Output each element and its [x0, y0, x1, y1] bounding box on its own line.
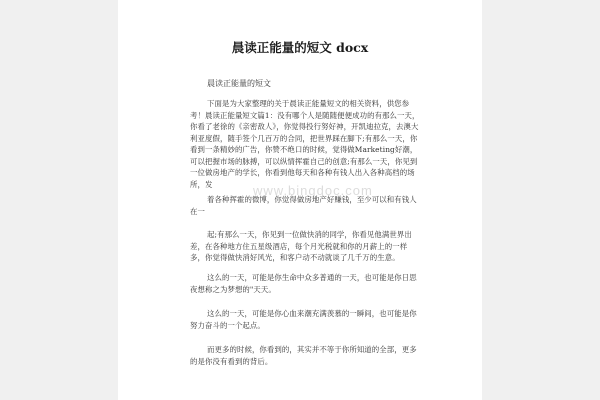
watermark: www.bingdoc.com [253, 183, 373, 198]
document-title: 晨读正能量的短文 docx [231, 40, 369, 55]
paragraph-1: 下面是为大家整理的关于晨读正能量短文的相关资料，供您参考！晨读正能量短文篇1：没有哪个人是随随便便成功的有那么一天，你看了老徐的《亲密敌人》，你觉得投行努好神，开凯迪拉克，去澳大利亚度假，随手签个几百万的合同，把世界踩在脚下;有那么一天，你看到一条精妙的广告，你赞不绝口的时候，觉得做Marketing好潮，可以把握市场的脉搏，可以纵情挥霍自己的创意;有那么一天，你见到一位做房地产的学长，你看到他每天和各种有钱人出入各种高档的场所，发 [190, 99, 420, 189]
paragraph-2: 着各种挥霍的微博，你觉得做房地产好赚钱，至少可以和有钱人在一 [190, 195, 417, 216]
paragraph-5: 这么的一天，可能是你心血来潮充满羡慕的一瞬间，也可能是你努力奋斗的一个起点。 [190, 309, 417, 330]
document-subtitle: 晨读正能量的短文 [207, 79, 271, 88]
paragraph-3: 起;有那么一天，你见到一位做快消的同学，你看见他满世界出差，在各种地方住五星级酒店，每个月光税就和你的月薪上的一样多，你觉得做快消好风光，和客户动不动就谈了几千万的生意。 [190, 230, 412, 262]
document-page [118, 0, 482, 400]
paragraph-4: 这么的一天，可能是你生命中众多普通的一天，也可能是你日思夜想称之为梦想的"天天。 [190, 273, 417, 294]
paragraph-6: 而更多的时候，你看到的，其实并不等于你所知道的全部，更多的是你没有看到的背后。 [190, 345, 417, 366]
